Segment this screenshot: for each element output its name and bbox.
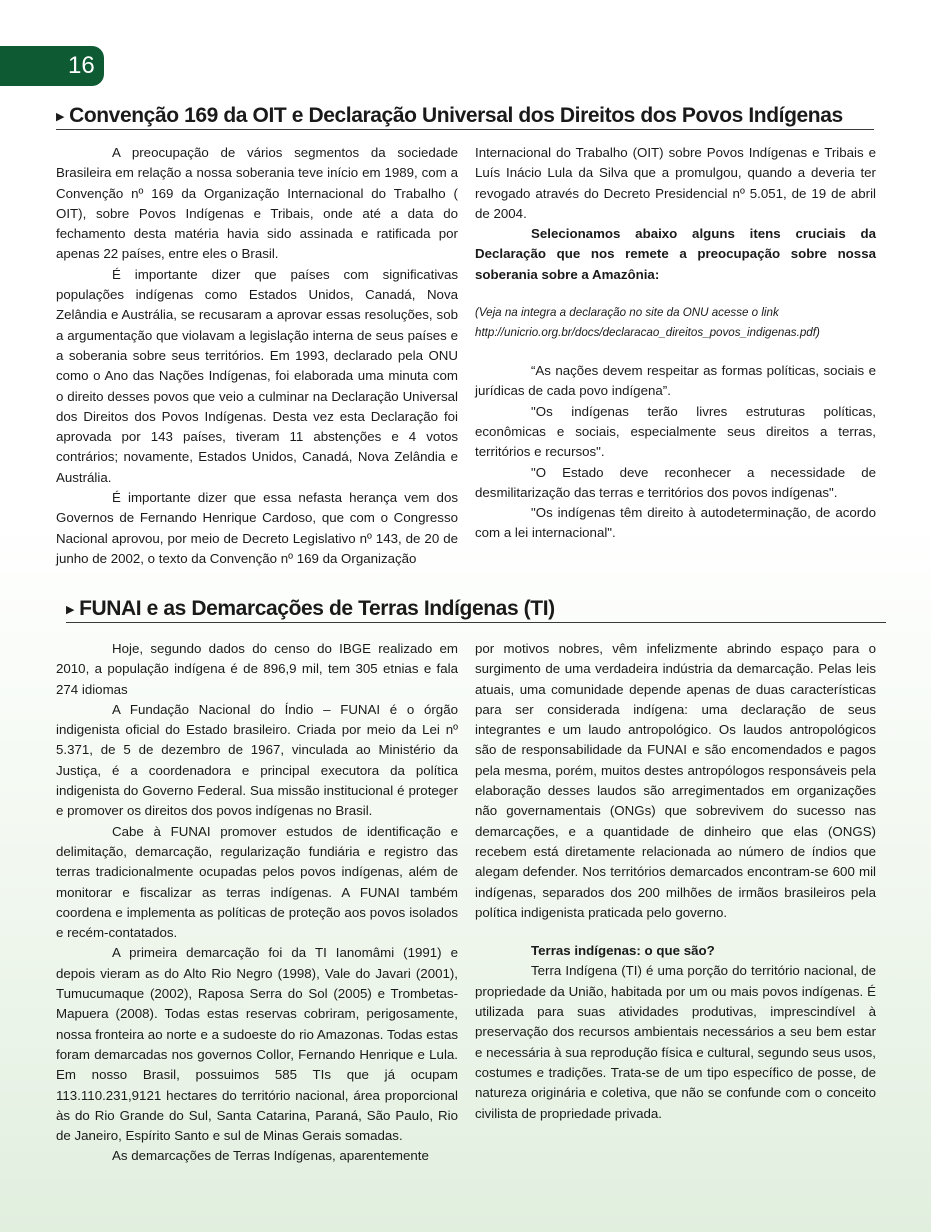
paragraph: Internacional do Trabalho (OIT) sobre Povos Indígenas e Tribais e Luís Inácio Lula da Silva que a promulgou, quando a deveria ter revogado através do Decreto Presidencial nº 5.051, de 19 de abril de 2004. xyxy=(475,145,876,221)
paragraph: Terra Indígena (TI) é uma porção do território nacional, de propriedade da União, habitada por um ou mais povos indígenas. É utilizada para suas atividades produtivas, imprescindível à preservação dos recursos ambientais necessários a seu bem estar e necessária à sua reprodução física e cultural, segundo seus usos, costumes e tradições. Trata-se de um tipo específico de posse, de natureza originária e coletiva, que não se confunde com o conceito civilista de propriedade privada. xyxy=(475,963,876,1121)
quote: "Os indígenas terão livres estruturas políticas, econômicas e sociais, especialmente seus direitos a terras, territórios e recursos". xyxy=(475,403,876,460)
paragraph: É importante dizer que países com significativas populações indígenas como Estados Unidos, Canadá, Nova Zelândia e Austrália, se recusaram a aprovar essas resoluções, sob a argumentação que violavam a legislação interna de seus países e a soberania sobre seus territórios. Em 1993, declarado pela ONU como o Ano das Nações Indígenas, foi elaborada uma minuta com o direito desses povos que veio a culminar na Declaração Universal dos Direitos dos Povos Indígenas. Desta vez esta Declaração foi aprovada por 143 países, tiveram 11 abstenções e 4 votos contrários; novamente, Estados Unidos, Canadá, Nova Zelândia e Austrália. xyxy=(56,266,458,485)
section-title-funai xyxy=(66,597,886,623)
bold-paragraph: Selecionamos abaixo alguns itens cruciais da Declaração que nos remete a preocupação sobre nossa soberania sobre a Amazônia: xyxy=(475,226,876,282)
section-title-text: FUNAI e as Demarcações de Terras Indígenas (TI) xyxy=(79,597,555,620)
paragraph: por motivos nobres, vêm infelizmente abrindo espaço para o surgimento de uma verdadeira indústria da demarcação. Pelas leis atuais, uma comunidade depende apenas de duas características para ser considerada indígena: uma declaração de seus integrantes e um laudo antropológico. Os laudos antropológicos são de responsabilidade da FUNAI e são encomendados e pagos pela mesma, porém, muitos destes antropólogos responsáveis pela elaboração desses laudos são arregimentados em organizações não governamentais (ONGs) que sobrevivem do sucesso nas demarcações, e a quantidade de dinheiro que elas (ONGS) recebem está diretamente relacionada ao número de índios que alegam defender. Nos territórios demarcados encontram-se 600 mil indígenas, separados dos 200 milhões de irmãos brasileiros pela política indigenista praticada pelo governo. xyxy=(475,641,876,920)
subheading: Terras indígenas: o que são? xyxy=(531,943,715,959)
section-title-convencao-169 xyxy=(56,104,874,130)
section1-right-column xyxy=(475,143,876,544)
paragraph: É importante dizer que essa nefasta herança vem dos Governos de Fernando Henrique Cardoso, que com o Congresso Nacional aprovou, por meio de Decreto Legislativo nº 143, de 20 de junho de 2002, o texto da Convenção nº 169 da Organização xyxy=(56,490,458,566)
paragraph: Hoje, segundo dados do censo do IBGE realizado em 2010, a população indígena é de 896,9 mil, tem 305 etnias e fala 274 idiomas xyxy=(56,641,458,697)
reference-note: (Veja na integra a declaração no site da ONU acesse o link xyxy=(475,306,779,320)
triangle-bullet-icon: ▶ xyxy=(56,111,65,123)
reference-link: http://unicrio.org.br/docs/declaracao_direitos_povos_indigenas.pdf) xyxy=(475,326,820,340)
section1-left-column xyxy=(56,143,458,569)
paragraph: A Fundação Nacional do Índio – FUNAI é o órgão indigenista oficial do Estado brasileiro. Criada por meio da Lei nº 5.371, de 5 de dezembro de 1967, vinculada ao Ministério da Justiça, é a coordenadora e principal executora da política indigenista do Governo Federal. Sua missão institucional é proteger e promover os direitos dos povos indígenas no Brasil. xyxy=(56,701,458,819)
paragraph: As demarcações de Terras Indígenas, aparentemente xyxy=(112,1148,429,1164)
paragraph: Cabe à FUNAI promover estudos de identificação e delimitação, demarcação, regularização fundiária e registro das terras tradicionalmente ocupadas pelos povos indígenas, além de monitorar e fiscalizar as terras indígenas. A FUNAI também coordena e implementa as políticas de proteção aos povos isolados e recém-contatados. xyxy=(56,823,458,941)
section2-right-column xyxy=(475,639,876,1124)
section2-left-column xyxy=(56,639,458,1167)
triangle-bullet-icon: ▶ xyxy=(66,604,75,616)
quote: "O Estado deve reconhecer a necessidade de desmilitarização das terras e territórios dos povos indígenas". xyxy=(475,464,876,500)
quote: "Os indígenas têm direito à autodeterminação, de acordo com a lei internacional". xyxy=(475,505,876,541)
section-title-text: Convenção 169 da OIT e Declaração Universal dos Direitos dos Povos Indígenas xyxy=(69,104,843,127)
paragraph: A primeira demarcação foi da TI Ianomâmi (1991) e depois vieram as do Alto Rio Negro (1998), Vale do Javari (2001), Tumucumaque (2002), Raposa Serra do Sol (2005) e Trombetas-Mapuera (2008). Todas estas reservas cobriram, perigosamente, nossa fronteira ao norte e a sudoeste do rio Amazonas. Todas estas foram demarcadas nos governos Collor, Fernando Henrique e Lula. Em nosso Brasil, possuimos 585 TIs que já ocupam 113.110.231,9121 hectares do território nacional, área proporcional às do Rio Grande do Sul, Santa Catarina, Paraná, São Paulo, Rio de Janeiro, Espírito Santo e sul de Minas Gerais somadas. xyxy=(56,945,458,1144)
paragraph: A preocupação de vários segmentos da sociedade Brasileira em relação a nossa soberania teve início em 1989, com a Convenção nº 169 da Organização Internacional do Trabalho ( OIT), sobre Povos Indígenas e Tribais, onde até a data do fechamento desta matéria havia sido assinada e ratificada por apenas 22 países, entre eles o Brasil. xyxy=(56,145,458,262)
page-number: 16 xyxy=(0,46,104,86)
quote: “As nações devem respeitar as formas políticas, sociais e jurídicas de cada povo indígena”. xyxy=(475,363,876,399)
